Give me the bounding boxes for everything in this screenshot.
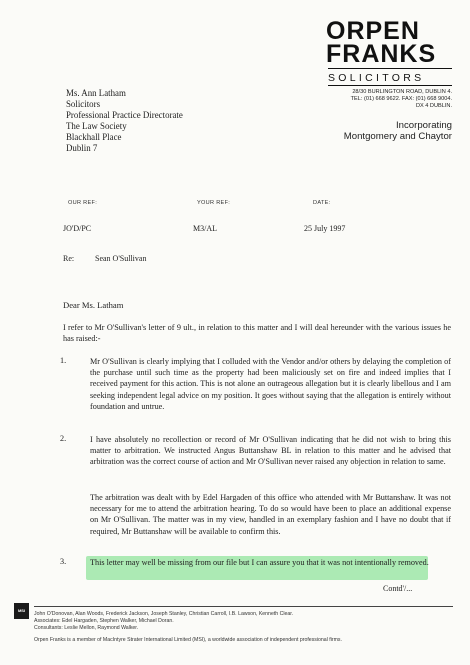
recipient-line: The Law Society [66, 121, 127, 131]
firm-name-solicitors: SOLICITORS [328, 72, 425, 84]
msi-logo [14, 603, 29, 619]
date-value: 25 July 1997 [304, 224, 346, 233]
msi-logo-text: MSI [17, 608, 26, 613]
firm-address: 28/30 BURLINGTON ROAD, DUBLIN 4. [352, 89, 452, 95]
incorporating-label: Incorporating [396, 120, 452, 131]
continued-marker: Contd'/... [383, 584, 413, 593]
item-paragraph: This letter may well be missing from our file but I can assure you that it was not intentionally removed. [90, 558, 429, 567]
incorporating-firm: Montgomery and Chaytor [343, 131, 452, 142]
letterhead-rule-bottom [328, 85, 452, 86]
recipient-line: Blackhall Place [66, 132, 122, 142]
salutation: Dear Ms. Latham [63, 300, 124, 310]
recipient-line: Ms. Ann Latham [66, 88, 126, 98]
firm-name-orpen: ORPEN [326, 17, 420, 45]
your-ref-value: M3/AL [193, 224, 217, 233]
item-paragraph: I have absolutely no recollection or record of Mr O'Sullivan indicating that he did not wish to bring this matter to arbitration. We instructed Angus Buttanshaw BL in relation to this matter and he advised that arbitration was the correct course of action and Mr O'Sullivan never raised any objection in relation to same. [90, 435, 451, 467]
footer-membership: Orpen Franks is a member of MacIntyre Strater International Limited (MSI), a worldwide association of independent professional firms. [34, 637, 342, 643]
item-paragraph: The arbitration was dealt with by Edel Hargaden of this office who attended with Mr Buttanshaw. It was not necessary for me to attend the arbitration hearing. To do so would have been to place an additional expense on Mr O'Sullivan. The matter was in my view, handled in an exemplary fashion and I have no doubt that if required, Mr Buttanshaw will be available to confirm this. [90, 493, 451, 536]
item-number: 2. [60, 434, 67, 443]
item-number: 1. [60, 356, 67, 365]
footer-partners: John O'Donovan, Alan Woods, Frederick Jackson, Joseph Stanley, Christian Carroll, I.B. Lawson, Kenneth Clear. [34, 611, 294, 617]
intro-paragraph: I refer to Mr O'Sullivan's letter of 9 ult., in relation to this matter and I will deal hereunder with the various issues he has raised:- [63, 323, 451, 344]
item-paragraph: Mr O'Sullivan is clearly implying that I colluded with the Vendor and/or others by delaying the completion of the purchase until such time as the property had been maliciously set on fire and indeed implies that I received payment for this action. This is not alone an outrageous allegation but it is clearly libellous and I am seeking independent legal advice on my position. It goes without saying that the allegation is entirely without foundation and untrue. [90, 357, 451, 411]
footer-consultants: Consultants: Leslie Mellon, Raymond Walker. [34, 625, 139, 631]
firm-name-franks: FRANKS [326, 40, 437, 68]
item-number: 3. [60, 557, 67, 566]
firm-dx: DX 4 DUBLIN. [415, 103, 452, 109]
recipient-line: Professional Practice Directorate [66, 110, 183, 120]
our-ref-label: OUR REF: [68, 200, 98, 206]
footer-associates: Associates: Edel Hargaden, Stephen Walker, Michael Doran. [34, 618, 174, 624]
your-ref-label: YOUR REF: [197, 200, 231, 206]
subject-re-label: Re: [63, 254, 75, 263]
firm-phone-fax: TEL: (01) 668 9622. FAX: (01) 668 9004. [350, 96, 452, 102]
letterhead-rule-top [328, 68, 452, 69]
recipient-line: Solicitors [66, 99, 101, 109]
our-ref-value: JO'D/PC [63, 224, 92, 233]
footer-rule [34, 606, 453, 607]
date-label: DATE: [313, 200, 331, 206]
subject-text: Sean O'Sullivan [95, 254, 147, 263]
recipient-line: Dublin 7 [66, 143, 98, 153]
